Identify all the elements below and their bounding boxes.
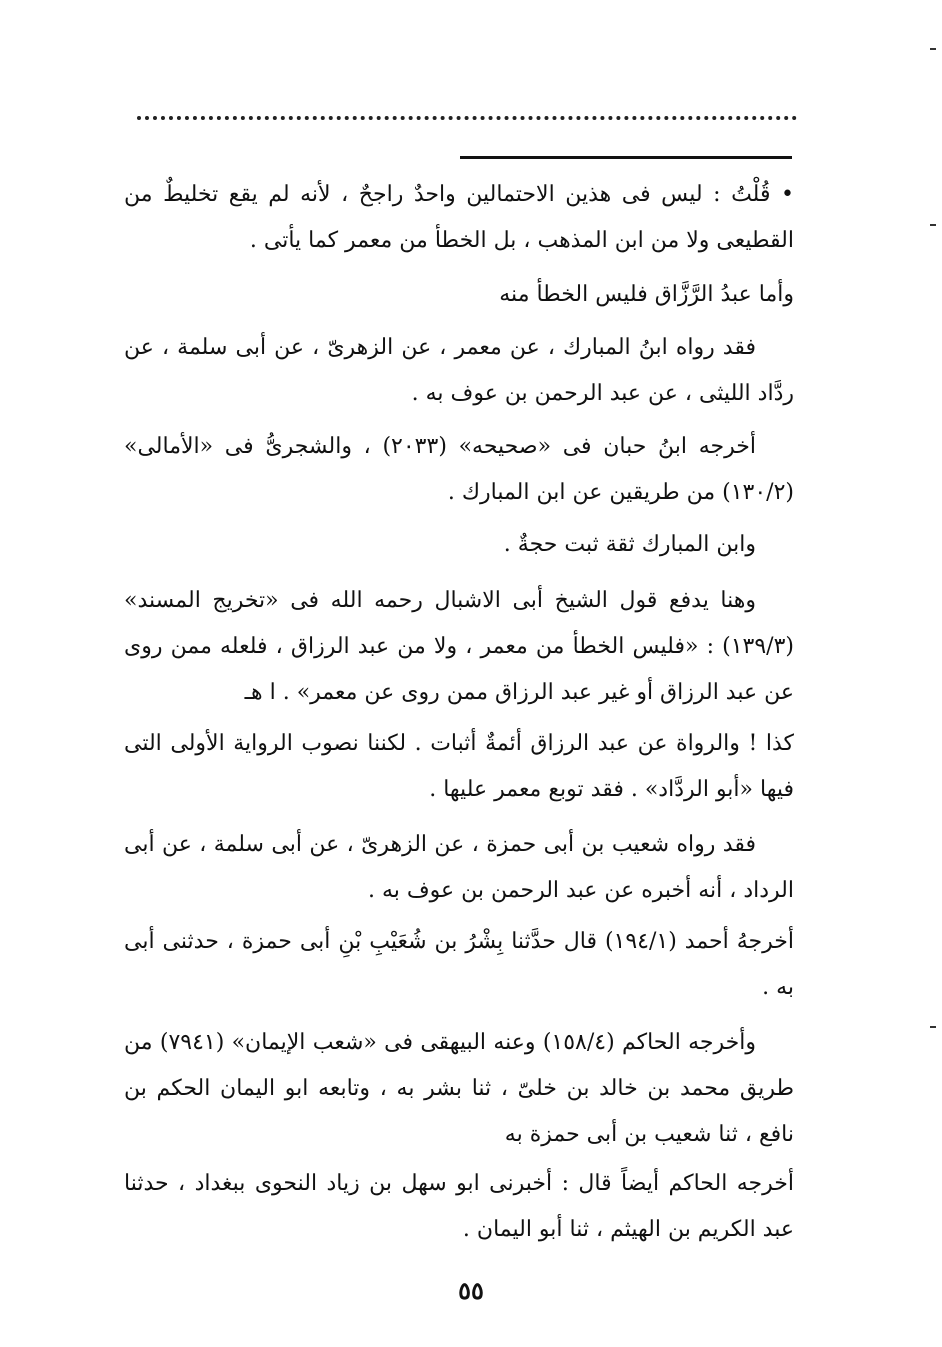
margin-mark — [930, 224, 936, 226]
paragraph-thiqa: وابن المبارك ثقة ثبت حجةٌ . — [503, 532, 756, 557]
paragraph-kadha: كذا ! والرواة عن عبد الرزاق أئمةٌ أثبات . لكننا نصوب الرواية الأولى التى فيها «أبو الردَّاد» . فقد توبع معمر عليها . — [124, 731, 794, 802]
paragraph-hakim: وأخرجه الحاكم (١٥٨/٤) وعنه البيهقى فى «شعب الإيمان» (٧٩٤١) من طريق محمد بن خالد بن خلىّ ، ثنا بشر به ، وتابعه ابو اليمان الحكم بن نافع ، ثنا شعيب بن أبى حمزة به — [124, 1030, 794, 1147]
paragraph-ibn-almubarak-narration: فقد رواه ابنُ المبارك ، عن معمر ، عن الزهرىّ ، عن أبى سلمة ، عن ردَّاد الليثى ، عن عبد الرحمن بن عوف به . — [124, 335, 794, 406]
paragraph-shuayb: فقد رواه شعيب بن أبى حمزة ، عن الزهرىّ ، عن أبى سلمة ، عن أبى الرداد ، أنه أخبره عن عبد الرحمن بن عوف به . — [124, 832, 794, 903]
paragraph-hakim-aydan: أخرجه الحاكم أيضاً قال : أخبرنى ابو سهل بن زياد النحوى ببغداد ، حدثنا عبد الكريم بن الهيثم ، ثنا أبو اليمان . — [124, 1171, 794, 1242]
dotted-separator — [137, 116, 797, 120]
paragraph-abd-alrazzaq: وأما عبدُ الرَّزَّاق فليس الخطأ منه — [499, 282, 794, 307]
margin-mark — [930, 1026, 936, 1028]
margin-mark — [930, 48, 936, 50]
paragraph-ahmad: أخرجهُ أحمد (١٩٤/١) قال حدَّثنا بِشْرُ بن شُعَيْبِ بْنِ أبى حمزة ، حدثنى أبى به . — [124, 929, 794, 1000]
footnote-rule — [460, 156, 792, 159]
paragraph-qultu: • قُلْتُ : ليس فى هذين الاحتمالين واحدٌ راجحٌ ، لأنه لم يقع تخليطٌ من القطيعى ولا من ابن المذهب ، بل الخطأ من معمر كما يأتى . — [124, 182, 794, 253]
paragraph-ibn-hibban: أخرجه ابنُ حبان فى «صحيحه» (٢٠٣٣) ، والشجرىُّ فى «الأمالى» (١٣٠/٢) من طريقين عن ابن المبارك . — [124, 434, 794, 505]
paragraph-abu-alashbal: وهنا يدفع قول الشيخ أبى الاشبال رحمه الله فى «تخريج المسند» (١٣٩/٣) : «فليس الخطأ من معمر ، ولا من عبد الرزاق ، فلعله ممن روى عن عبد الرزاق أو غير عبد الرزاق ممن روى عن معمر» . ا هـ — [124, 588, 794, 705]
page-number: ٥٥ — [458, 1276, 484, 1305]
